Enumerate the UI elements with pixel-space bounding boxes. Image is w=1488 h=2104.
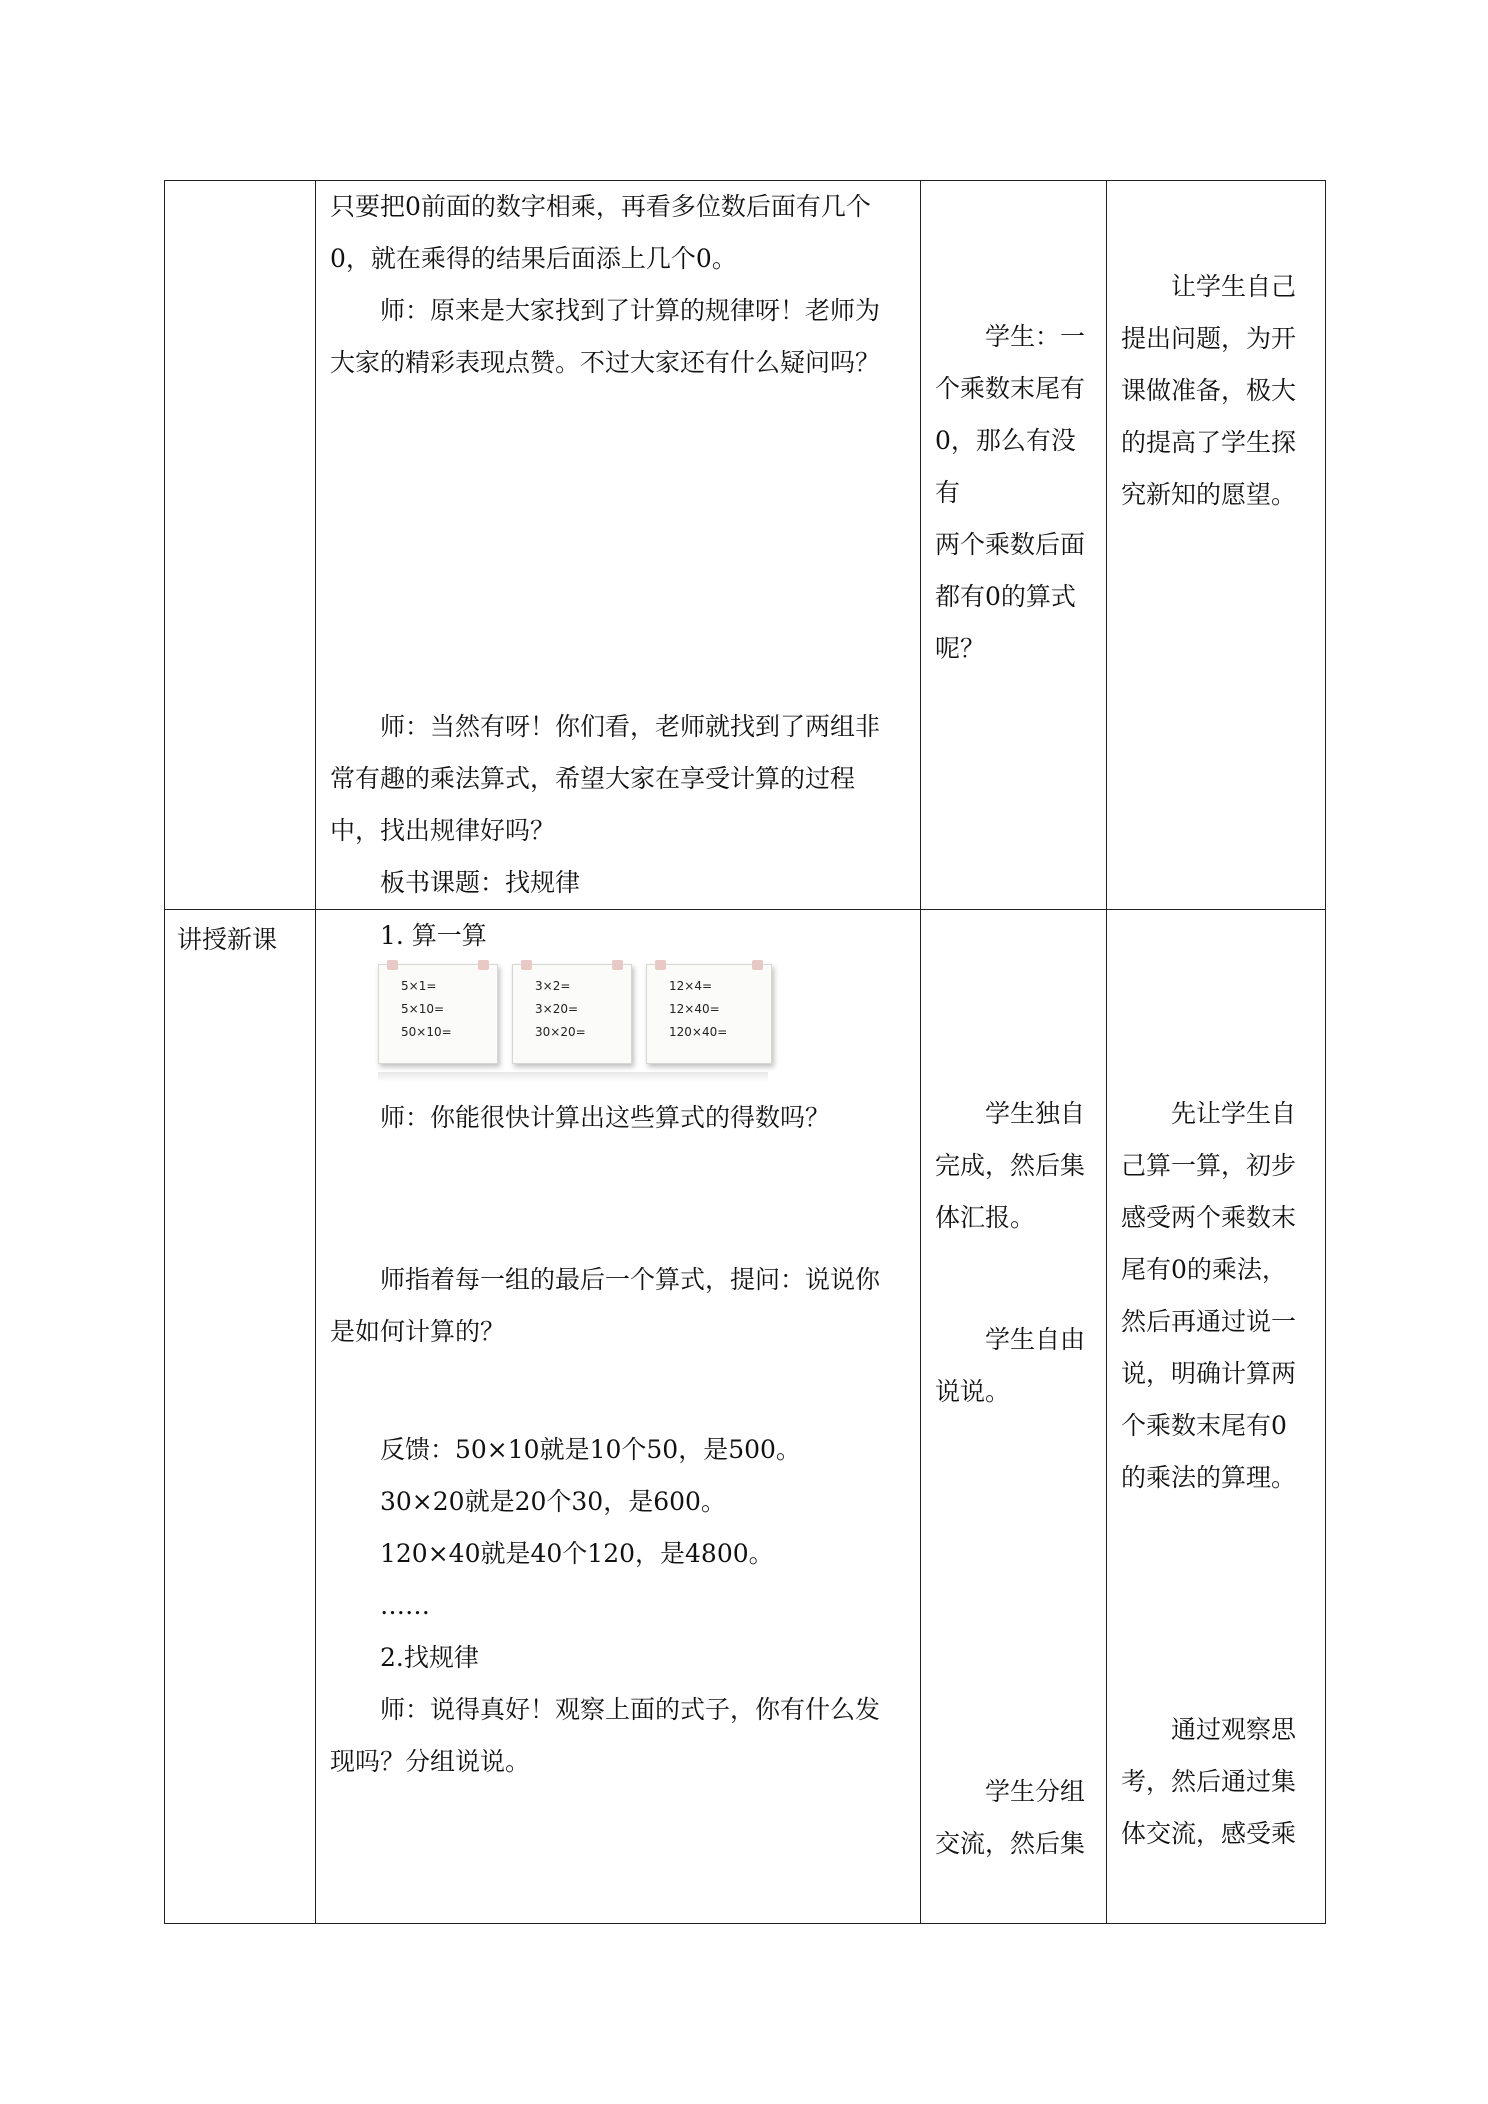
student-activity: 交流，然后集 [935,1829,1086,1858]
student-activity: 个乘数末尾有 [935,374,1086,403]
student-cell [921,181,1107,910]
stage-label: 讲授新课 [177,925,278,954]
paragraph: 是如何计算的？ [330,1317,506,1346]
equation: 12×4= [669,979,713,993]
equation-card [512,964,632,1064]
student-activity: 0，那么有没有 [935,426,1076,507]
paragraph: 常有趣的乘法算式，希望大家在享受计算的过程 [330,764,856,793]
paragraph: 120×40就是40个120，是4800。 [380,1539,774,1568]
equation: 30×20= [535,1025,586,1039]
paragraph: 大家的精彩表现点赞。不过大家还有什么疑问吗？ [330,348,881,377]
paragraph: 师：原来是大家找到了计算的规律呀！老师为 [380,296,881,325]
paragraph: 现吗？分组说说。 [330,1747,531,1776]
design-intent: 然后再通过说一 [1121,1307,1297,1336]
design-intent: 的乘法的算理。 [1121,1463,1297,1492]
equation: 5×10= [401,1002,445,1016]
paragraph: 中，找出规律好吗？ [330,816,556,845]
paragraph: 师：说得真好！观察上面的式子，你有什么发 [380,1695,881,1724]
equation-card [378,964,498,1064]
design-intent: 尾有0的乘法， [1121,1255,1287,1284]
student-activity: 学生独自 [985,1099,1086,1128]
design-intent: 提出问题，为开 [1121,324,1297,353]
equation-cards [378,964,906,1084]
paragraph: 只要把0前面的数字相乘，再看多位数后面有几个 [330,192,871,221]
design-intent: 体交流，感受乘 [1121,1819,1297,1848]
design-intent: 究新知的愿望。 [1121,480,1297,509]
design-intent: 感受两个乘数末 [1121,1203,1297,1232]
student-activity: 学生自由 [985,1325,1086,1354]
student-activity: 说说。 [935,1377,1011,1406]
student-activity: 两个乘数后面 [935,530,1086,559]
paragraph: 师：你能很快计算出这些算式的得数吗？ [380,1103,831,1132]
design-intent: 说，明确计算两 [1121,1359,1297,1388]
equation: 3×20= [535,1002,579,1016]
design-intent: 考，然后通过集 [1121,1767,1297,1796]
paragraph: 0，就在乘得的结果后面添上几个0。 [330,244,737,273]
paragraph: 反馈：50×10就是10个50，是500。 [380,1435,801,1464]
student-activity: 学生分组 [985,1777,1086,1806]
equation: 12×40= [669,1002,720,1016]
design-intent: 让学生自己 [1171,272,1297,301]
equation: 120×40= [669,1025,728,1039]
teacher-cell [316,181,921,910]
paragraph: 30×20就是20个30，是600。 [380,1487,726,1516]
table-row [165,910,1326,1924]
stage-cell [165,910,316,1924]
intent-cell [1107,910,1326,1924]
equation: 3×2= [535,979,571,993]
card-shadow [378,1072,768,1082]
intent-cell [1107,181,1326,910]
student-cell [921,910,1107,1924]
equation: 50×10= [401,1025,452,1039]
design-intent: 先让学生自 [1171,1099,1297,1128]
student-activity: 体汇报。 [935,1203,1036,1232]
design-intent: 通过观察思 [1171,1715,1297,1744]
design-intent: 课做准备，极大 [1121,376,1297,405]
section-heading: 2.找规律 [380,1643,479,1672]
student-activity: 呢？ [935,634,986,663]
student-activity: 都有0的算式 [935,582,1076,611]
stage-label [165,181,315,191]
paragraph: 师：当然有呀！你们看，老师就找到了两组非 [380,712,881,741]
design-intent: 的提高了学生探 [1121,428,1297,457]
design-intent: 个乘数末尾有0 [1121,1411,1287,1440]
table-row [165,181,1326,910]
design-intent: 己算一算，初步 [1121,1151,1297,1180]
paragraph: …… [380,1591,430,1620]
equation-card [646,964,772,1064]
paragraph: 板书课题：找规律 [380,868,581,897]
equation: 5×1= [401,979,437,993]
paragraph: 师指着每一组的最后一个算式，提问：说说你 [380,1265,881,1294]
section-heading: 1. 算一算 [380,921,487,950]
lesson-plan-table [164,180,1326,1924]
student-activity: 学生：一 [985,322,1086,351]
student-activity: 完成，然后集 [935,1151,1086,1180]
stage-cell [165,181,316,910]
teacher-cell [316,910,921,1924]
